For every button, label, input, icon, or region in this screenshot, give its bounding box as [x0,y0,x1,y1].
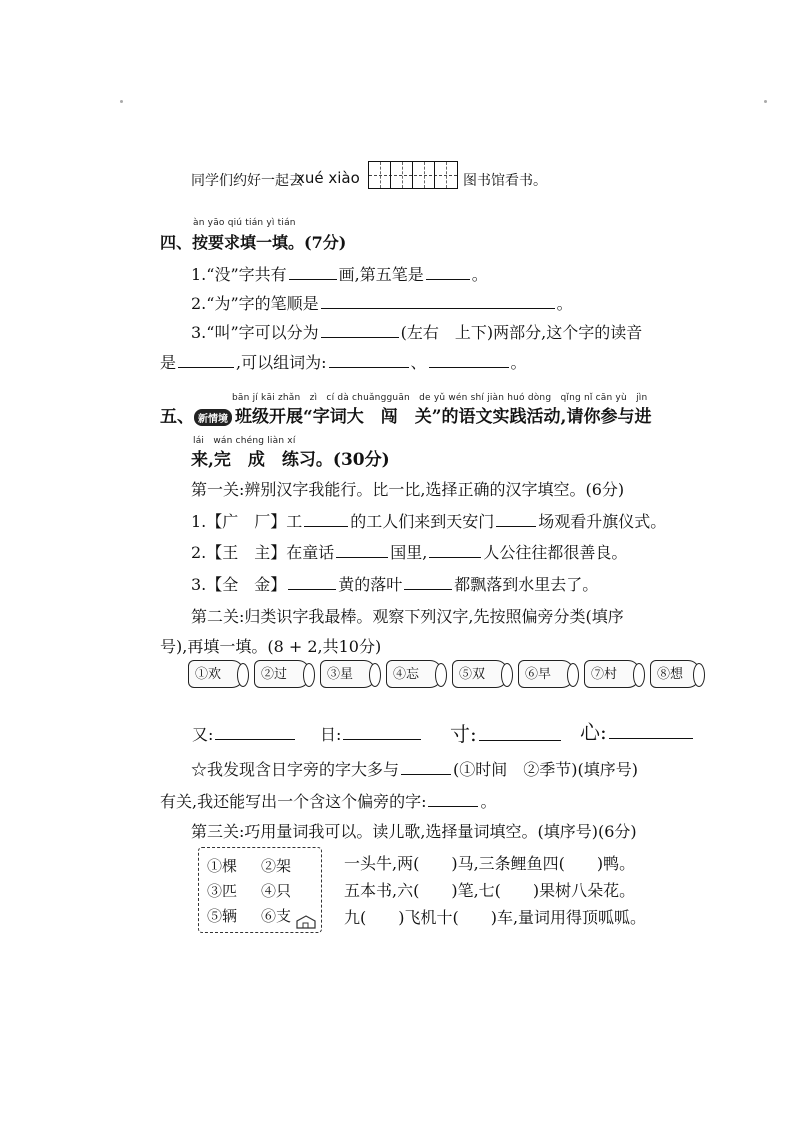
answer-blank[interactable] [304,512,348,527]
level2-find: ☆我发现含日字旁的字大多与 (①时间 ②季节)(填序号) [191,760,638,779]
answer-blank[interactable] [479,726,561,741]
measure-word: ⑥支 [261,907,292,925]
answer-blank[interactable] [609,724,693,739]
measure-word: ①棵 [207,857,238,875]
answer-blank[interactable] [496,512,536,527]
measure-word: ③匹 [207,882,238,900]
log-item: ④忘 [386,660,442,688]
answer-blank[interactable] [215,725,295,740]
category-ri: 日: [320,722,423,745]
measure-word-box [198,847,322,933]
level1-title: 第一关:辨别汉字我能行。比一比,选择正确的汉字填空。(6分) [191,480,625,499]
s4-q2: 2.“为”字的笔顺是 。 [191,294,573,313]
intro-line [191,170,303,190]
log-item: ②过 [254,660,310,688]
section5-pinyin1: bān jí kāi zhǎn zì cí dà chuǎngguān de yǔ wén shí jiàn huó dòng qǐng nǐ cān yù jìn [232,393,648,403]
answer-blank[interactable] [404,575,452,590]
category-you: 又: [192,722,297,745]
answer-blank[interactable] [178,353,234,368]
s4-q3-cont: 是 ,可以组词为: 、 。 [160,353,527,372]
s4-q1: 1.“没”字共有 画,第五笔是 。 [191,265,488,284]
s4-q3: 3.“叫”字可以分为 (左右 上下)两部分,这个字的读音 [191,323,643,342]
measure-word: ②架 [261,857,292,875]
answer-blank[interactable] [329,353,409,368]
song-line-2: 五本书,六( )笔,七( )果树八朵花。 [344,881,636,900]
song-line-1: 一头牛,两( )马,三条鲤鱼四( )鸭。 [344,854,636,873]
level2-title2: 号),再填一填。(8 + 2,共10分) [160,637,382,656]
log-item: ③星 [320,660,376,688]
measure-word: ⑤辆 [207,907,238,925]
log-item: ⑤双 [452,660,508,688]
category-xin: 心: [580,716,695,745]
level3-title: 第三关:巧用量词我可以。读儿歌,选择量词填空。(填序号)(6分) [191,822,637,841]
log-item: ⑦村 [584,660,640,688]
answer-blank[interactable] [321,323,399,338]
answer-blank[interactable] [428,792,478,807]
house-icon [295,914,317,930]
section5-title1: 五、 新情境 班级开展“字词大 闯 关”的语文实践活动,请你参与进 [160,407,652,427]
answer-blank[interactable] [288,575,336,590]
answer-blank[interactable] [289,265,337,280]
level2-title1: 第二关:归类识字我最棒。观察下列汉字,先按照偏旁分类(填序 [191,607,624,626]
section4-title: 四、按要求填一填。(7分) [160,233,347,252]
scan-dot [764,100,767,103]
new-situation-badge: 新情境 [194,409,232,426]
intro-before: 同学们约好一起去 [191,173,303,189]
character-logs [188,660,708,692]
section5-pinyin2: lái wán chéng liàn xí [193,436,296,446]
section5-title2: 来,完 成 练习。(30分) [191,450,390,470]
answer-blank[interactable] [426,265,470,280]
intro-after: 图书馆看书。 [463,173,547,189]
answer-blank[interactable] [401,760,451,775]
answer-blank[interactable] [321,294,555,309]
scan-dot [120,100,123,103]
answer-blank[interactable] [429,543,481,558]
tianzige-grid[interactable] [368,161,458,189]
answer-blank[interactable] [336,543,388,558]
song-line-3: 九( )飞机十( )车,量词用得顶呱呱。 [344,908,647,927]
category-cun: 寸: [450,718,563,747]
measure-word: ④只 [261,882,292,900]
answer-blank[interactable] [343,725,421,740]
answer-blank[interactable] [429,353,509,368]
level1-q3: 3.【全 金】 黄的落叶 都飘落到水里去了。 [191,575,599,594]
log-item: ①欢 [188,660,244,688]
log-item: ⑥早 [518,660,574,688]
level1-q1: 1.【广 厂】工 的工人们来到天安门 场观看升旗仪式。 [191,512,667,531]
level2-find-cont: 有关,我还能写出一个含这个偏旁的字: 。 [160,792,497,811]
log-item: ⑧想 [650,660,700,688]
level1-q2: 2.【王 主】在童话 国里, 人公往往都很善良。 [191,543,628,562]
section4-pinyin: àn yāo qiú tián yì tián [193,218,296,228]
intro-pinyin: xué xiào [296,169,360,187]
